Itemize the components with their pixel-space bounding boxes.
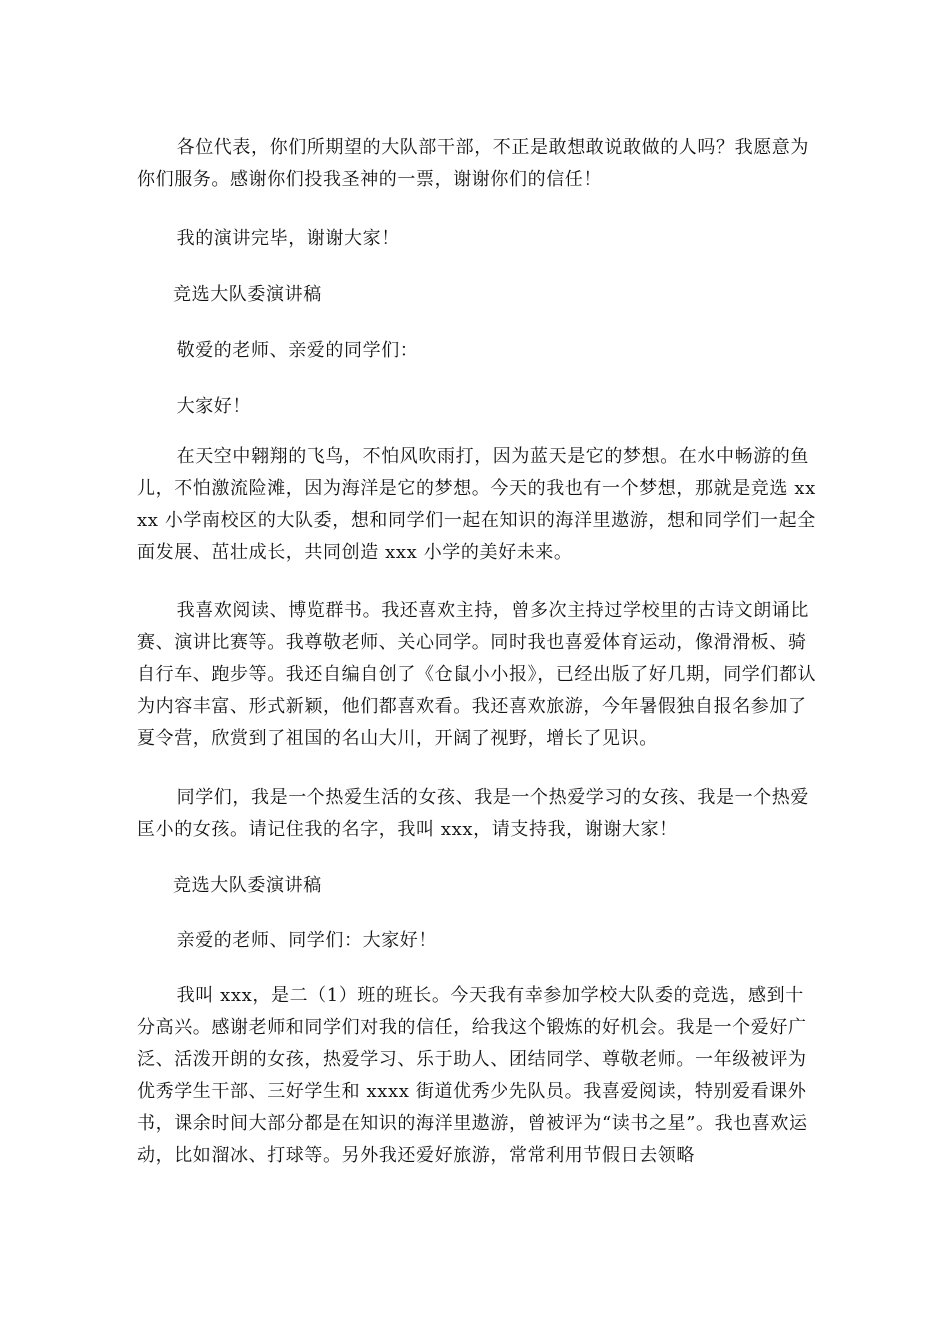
paragraph-support: 同学们，我是一个热爱生活的女孩、我是一个热爱学习的女孩、我是一个热爱匡小的女孩。请记住我的名字，我叫 xxx，请支持我，谢谢大家！ [137,787,809,840]
section-title-2: 竞选大队委演讲稿 [173,875,322,896]
paragraph-speech-end: 我的演讲完毕，谢谢大家！ [176,228,400,249]
paragraph-hobbies: 我喜欢阅读、博览群书。我还喜欢主持，曾多次主持过学校里的古诗文朗诵比赛、演讲比赛等。我尊敬老师、关心同学。同时我也喜爱体育运动，像滑滑板、骑自行车、跑步等。我还自编自创了《仓鼠小小报》，已经出版了好几期，同学们都认为内容丰富、形式新颖，他们都喜欢看。我还喜欢旅游，今年暑假独自报名参加了夏令营，欣赏到了祖国的名山大川，开阔了视野，增长了见识。 [137,600,817,749]
paragraph-dream: 在天空中翱翔的飞鸟，不怕风吹雨打，因为蓝天是它的梦想。在水中畅游的鱼儿，不怕激流险滩，因为海洋是它的梦想。今天的我也有一个梦想，那就是竞选 xxxx 小学南校区的大队委，想和同学们一起在知识的海洋里遨游，想和同学们一起全面发展、茁壮成长，共同创造 xxx 小学的美好未来。 [137,446,816,563]
paragraph-introduction: 我叫 xxx，是二（1）班的班长。今天我有幸参加学校大队委的竞选，感到十分高兴。感谢老师和同学们对我的信任，给我这个锻炼的好机会。我是一个爱好广泛、活泼开朗的女孩，热爱学习、乐于助人、团结同学、尊敬老师。一年级被评为优秀学生干部、三好学生和 xxxx 街道优秀少先队员。我喜爱阅读，特别爱看课外书，课余时间大部分都是在知识的海洋里遨游，曾被评为“读书之星”。我也喜欢运动，比如溜冰、打球等。另外我还爱好旅游，常常利用节假日去领略 [137,985,808,1166]
paragraph-greeting-2: 亲爱的老师、同学们：大家好！ [176,930,437,951]
paragraph-greeting-1: 敬爱的老师、亲爱的同学们： [176,340,419,361]
paragraph-hello: 大家好！ [176,396,251,417]
section-title-1: 竞选大队委演讲稿 [173,284,322,305]
paragraph-closing-appeal: 各位代表，你们所期望的大队部干部，不正是敢想敢说敢做的人吗？我愿意为你们服务。感谢你们投我圣神的一票，谢谢你们的信任！ [137,137,809,190]
